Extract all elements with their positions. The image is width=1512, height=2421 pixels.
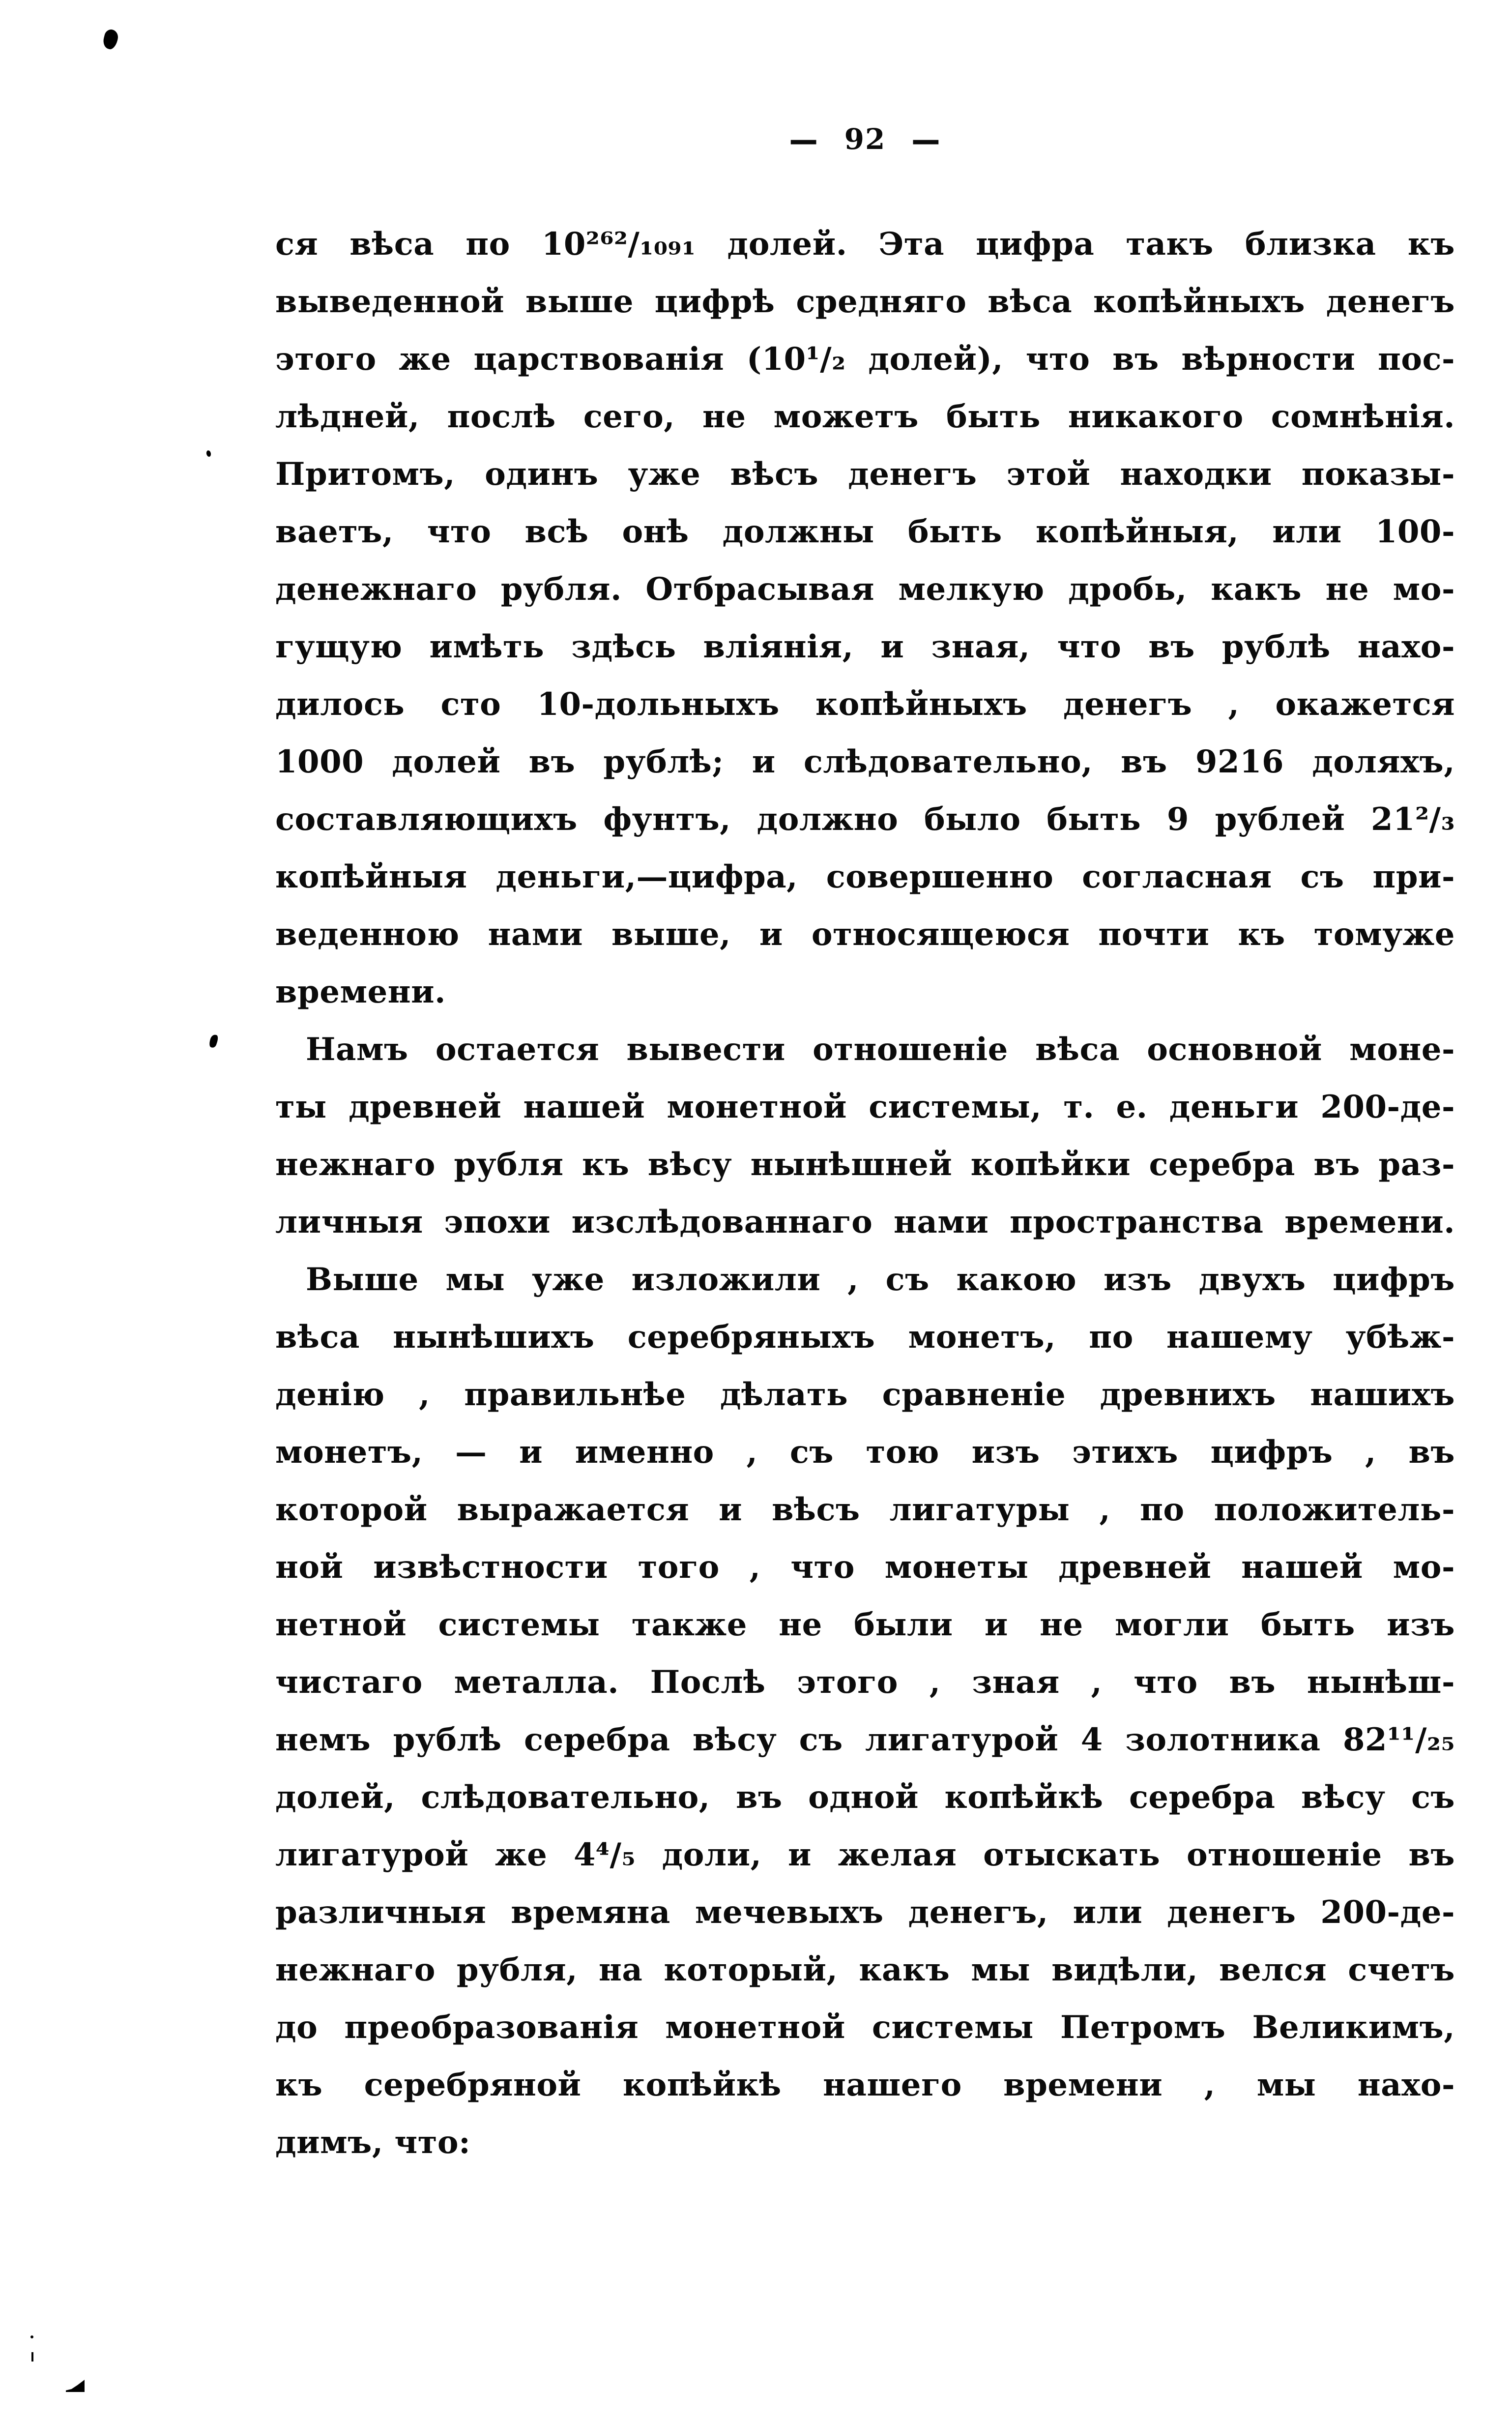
text-line: дилось сто 10-дольныхъ копѣйныхъ денегъ , окажется bbox=[275, 686, 1455, 723]
text-line: ся вѣса по 10²⁶²/₁₀₉₁ долей. Эта цифра такъ близка къ bbox=[275, 226, 1455, 263]
text-line: чистаго металла. Послѣ этого , зная , что въ нынѣш- bbox=[275, 1664, 1455, 1701]
text-line: вѣса нынѣшихъ серебряныхъ монетъ, по нашему убѣж- bbox=[275, 1319, 1455, 1356]
text-line: къ серебряной копѣйкѣ нашего времени , мы нахо- bbox=[275, 2067, 1455, 2103]
text-line: нежнаго рубля къ вѣсу нынѣшней копѣйки серебра въ раз- bbox=[275, 1146, 1455, 1183]
text-line: до преобразованія монетной системы Петромъ Великимъ, bbox=[275, 2009, 1455, 2046]
text-line: Намъ остается вывести отношеніе вѣса основной моне- bbox=[306, 1031, 1455, 1068]
text-line: лѣдней, послѣ сего, не можетъ быть никакого сомнѣнія. bbox=[275, 398, 1455, 435]
ink-blot-icon bbox=[30, 2335, 33, 2338]
text-line: 1000 долей въ рублѣ; и слѣдовательно, въ 9216 доляхъ, bbox=[275, 743, 1455, 780]
text-line: нежнаго рубля, на который, какъ мы видѣли, велся счетъ bbox=[275, 1951, 1455, 1988]
page-number: 92 bbox=[844, 122, 886, 156]
text-line: которой выражается и вѣсъ лигатуры , по положитель- bbox=[275, 1491, 1455, 1528]
ink-blot-icon bbox=[66, 2379, 85, 2392]
text-line: ты древней нашей монетной системы, т. е. деньги 200-де- bbox=[275, 1089, 1455, 1125]
ink-blot-icon bbox=[31, 2352, 33, 2362]
text-line: денежнаго рубля. Отбрасывая мелкую дробь, какъ не мо- bbox=[275, 571, 1455, 608]
text-line: времени. bbox=[275, 974, 446, 1010]
text-line: димъ, что: bbox=[275, 2124, 471, 2161]
text-line: выведенной выше цифрѣ средняго вѣса копѣйныхъ денегъ bbox=[275, 283, 1455, 320]
text-line: веденною нами выше, и относящеюся почти къ томуже bbox=[275, 916, 1455, 953]
text-line: немъ рублѣ серебра вѣсу съ лигатурой 4 золотника 82¹¹/₂₅ bbox=[275, 1721, 1455, 1758]
text-line: лигатурой же 4⁴/₅ доли, и желая отыскать отношеніе въ bbox=[275, 1836, 1455, 1873]
page-header-right-dash: — bbox=[911, 117, 941, 161]
text-line: составляющихъ фунтъ, должно было быть 9 рублей 21²/₃ bbox=[275, 801, 1455, 838]
text-line: нетной системы также не были и не могли быть изъ bbox=[275, 1606, 1455, 1643]
text-line: долей, слѣдовательно, въ одной копѣйкѣ серебра вѣсу съ bbox=[275, 1779, 1455, 1816]
text-line: личныя эпохи изслѣдованнаго нами пространства времени. bbox=[275, 1204, 1455, 1240]
text-line: различныя времяна мечевыхъ денегъ, или денегъ 200-де- bbox=[275, 1894, 1455, 1931]
page-text bbox=[275, 215, 1455, 2171]
text-line: гущую имѣть здѣсь вліянія, и зная, что въ рублѣ нахо- bbox=[275, 628, 1455, 665]
text-line: денію , правильнѣе дѣлать сравненіе древнихъ нашихъ bbox=[275, 1376, 1455, 1413]
text-line: монетъ, — и именно , съ тою изъ этихъ цифръ , въ bbox=[275, 1434, 1455, 1471]
text-line: ной извѣстности того , что монеты древней нашей мо- bbox=[275, 1549, 1455, 1586]
ink-blot-icon bbox=[206, 450, 212, 457]
text-line: этого же царствованія (10¹/₂ долей), что въ вѣрности пос- bbox=[275, 341, 1455, 378]
text-line: Притомъ, одинъ уже вѣсъ денегъ этой находки показы- bbox=[275, 456, 1455, 493]
text-line: Выше мы уже изложили , съ какою изъ двухъ цифръ bbox=[306, 1261, 1455, 1298]
text-line: копѣйныя деньги,—цифра, совершенно согласная съ при- bbox=[275, 858, 1455, 895]
ink-blot-icon bbox=[208, 1033, 219, 1048]
page-header bbox=[275, 117, 1455, 161]
text-line: ваетъ, что всѣ онѣ должны быть копѣйныя, или 100- bbox=[275, 513, 1455, 550]
page-header-left-dash: — bbox=[789, 117, 819, 161]
ink-blot-icon bbox=[102, 28, 120, 51]
